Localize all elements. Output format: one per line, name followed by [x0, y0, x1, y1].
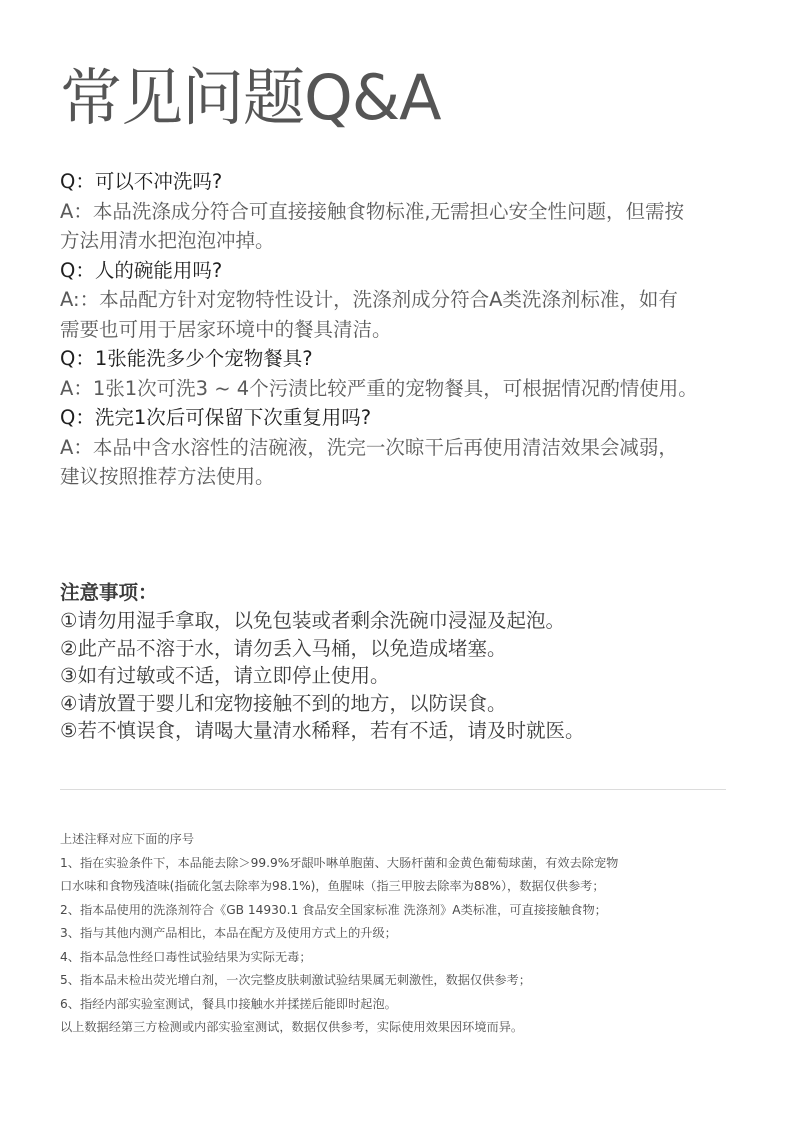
- footnotes-section: [60, 828, 740, 1040]
- precaution-item: ①请勿用湿手拿取，以免包装或者剩余洗碗巾浸湿及起泡。: [60, 609, 565, 632]
- faq-answer: 需要也可用于居家环境中的餐具清洁。: [60, 317, 392, 341]
- faq-question: Q：1张能洗多少个宠物餐具?: [60, 347, 313, 370]
- precaution-item: ③如有过敏或不适，请立即停止使用。: [60, 664, 390, 687]
- faq-answer: 方法用清水把泡泡冲掉。: [60, 229, 275, 252]
- faq-answer: A：本品中含水溶性的洁碗液，洗完一次晾干后再使用清洁效果会减弱，: [60, 435, 678, 459]
- section-divider: [60, 789, 726, 790]
- faq-question: Q：人的碗能用吗?: [60, 258, 223, 282]
- footnote-item: 1、指在实验条件下，本品能去除＞99.9%牙龈卟啉单胞菌、大肠杆菌和金黄色葡萄球菌，有效去除宠物: [60, 855, 619, 870]
- footnote-item: 4、指本品急性经口毒性试验结果为实际无毒；: [60, 949, 312, 964]
- footnote-item: 口水味和食物残渣味(指硫化氢去除率为98.1%)，鱼腥味（指三甲胺去除率为88%），数据仅供参考；: [60, 879, 605, 893]
- footnote-disclaimer: 以上数据经第三方检测或内部实验室测试，数据仅供参考，实际使用效果因环境而异。: [60, 1020, 524, 1034]
- footnote-intro: 上述注释对应下面的序号: [60, 832, 195, 846]
- precaution-item: ④请放置于婴儿和宠物接触不到的地方，以防误食。: [60, 691, 507, 715]
- footnote-item: 6、指经内部实验室测试，餐具巾接触水并揉搓后能即时起泡。: [60, 996, 397, 1011]
- footnote-item: 2、指本品使用的洗涤剂符合《GB 14930.1 食品安全国家标准 洗涤剂》A类标准，可直接接触食物；: [60, 902, 607, 917]
- precaution-item: ⑤若不慎误食，请喝大量清水稀释，若有不适，请及时就医。: [60, 719, 585, 742]
- precaution-item: ②此产品不溶于水，请勿丢入马桶，以免造成堵塞。: [60, 636, 507, 660]
- faq-answer: A:：本品配方针对宠物特性设计，洗涤剂成分符合A类洗涤剂标准，如有: [60, 288, 678, 311]
- faq-question: Q：可以不冲洗吗?: [60, 170, 223, 193]
- precautions-section: [60, 578, 740, 745]
- footnote-item: 5、指本品未检出荧光增白剂，一次完整皮肤刺激试验结果属无刺激性，数据仅供参考；: [60, 973, 531, 987]
- footnote-item: 3、指与其他内测产品相比，本品在配方及使用方式上的升级；: [60, 926, 397, 940]
- precautions-heading: 注意事项：: [60, 581, 158, 604]
- page-title: 常见问题Q&A: [60, 61, 441, 134]
- faq-answer: 建议按照推荐方法使用。: [60, 465, 275, 488]
- faq-question: Q：洗完1次后可保留下次重复用吗?: [60, 406, 372, 429]
- faq-answer: A：本品洗涤成分符合可直接接触食物标准,无需担心安全性问题，但需按: [60, 199, 685, 223]
- faq-answer: A：1张1次可洗3 ~ 4个污渍比较严重的宠物餐具，可根据情况酌情使用。: [60, 376, 698, 400]
- faq-section: [60, 167, 740, 492]
